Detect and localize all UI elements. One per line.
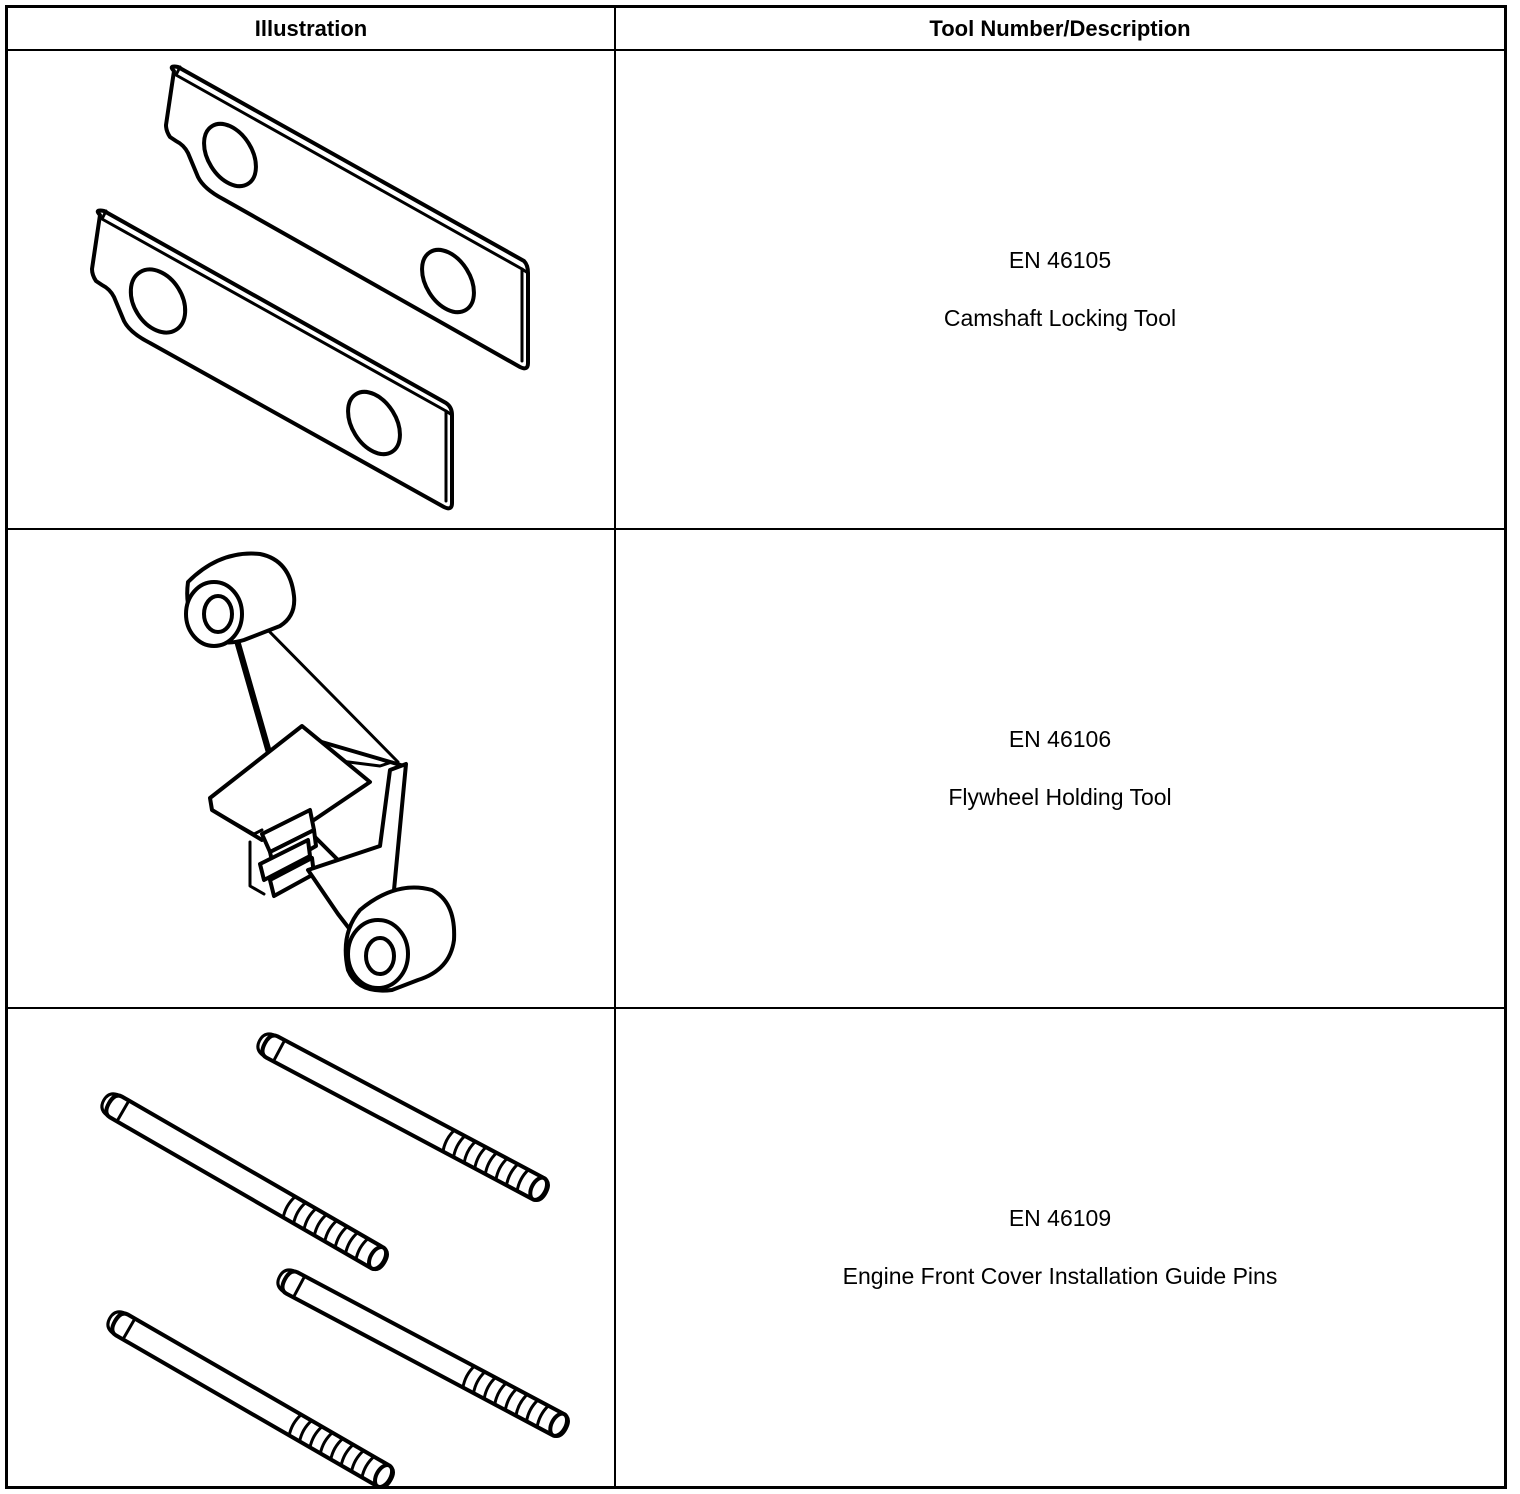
tool-number: EN 46105 [1008,246,1112,273]
guide-pin [274,1266,571,1439]
tool-description-cell [615,1008,1506,1488]
flywheel-holding-bracket [186,554,454,991]
illustration-cell [7,1008,616,1488]
guide-pin [254,1030,551,1203]
guide-pin [98,1090,391,1273]
illustration-cell [7,529,616,1008]
illustration-cell [7,50,616,529]
tool-description-cell [615,50,1506,529]
guide-pin [104,1308,397,1486]
flywheel-holding-tool-illustration [8,530,614,1007]
tool-description-cell [615,529,1506,1008]
tool-description: Camshaft Locking Tool [943,304,1177,331]
table-row [7,1008,1506,1488]
tool-number-description-column-header: Tool Number/Description [615,7,1506,51]
table-row [7,50,1506,529]
table-row [7,529,1506,1008]
tool-number: EN 46109 [1008,1204,1112,1231]
guide-pins-illustration [8,1009,614,1486]
tool-description: Flywheel Holding Tool [948,783,1172,810]
special-tools-table [5,5,1507,1489]
camshaft-locking-tool-illustration [8,51,614,528]
header-row [7,7,1506,51]
tool-description: Engine Front Cover Installation Guide Pins [842,1262,1278,1289]
tool-number: EN 46106 [1008,725,1112,752]
illustration-column-header: Illustration [7,7,616,51]
